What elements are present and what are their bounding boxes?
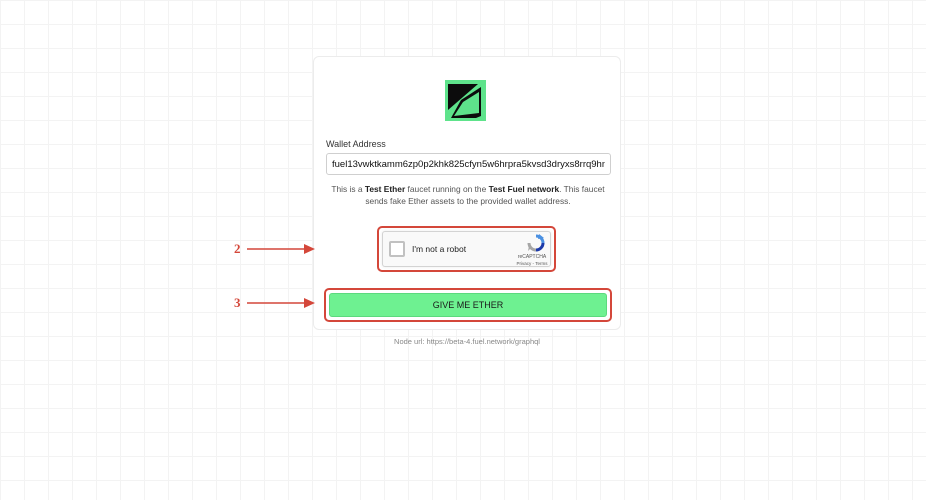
- recaptcha-icon: [527, 234, 545, 252]
- give-me-ether-button[interactable]: GIVE ME ETHER: [329, 293, 607, 317]
- desc-bold-1: Test Ether: [364, 184, 406, 194]
- recaptcha-links: [512, 261, 552, 266]
- annotation-arrow-2-icon: [246, 243, 316, 255]
- captcha-highlight: [377, 226, 556, 272]
- annotation-arrow-3-icon: [246, 297, 316, 309]
- wallet-address-input[interactable]: [326, 153, 611, 175]
- captcha-label: I'm not a robot: [412, 244, 467, 254]
- desc-text-2: faucet running on the: [405, 184, 489, 194]
- desc-bold-2: Test Fuel network: [488, 184, 560, 194]
- privacy-link[interactable]: Privacy: [516, 261, 532, 266]
- faucet-description: [328, 183, 608, 207]
- button-highlight: [324, 288, 612, 322]
- link-separator: -: [531, 261, 536, 266]
- captcha-checkbox[interactable]: [389, 241, 405, 257]
- fuel-logo-icon: [445, 80, 486, 121]
- annotation-step-2: 2: [234, 241, 241, 256]
- desc-text-1: This is a: [331, 184, 365, 194]
- desc-text-3: . This faucet sends fake Ether assets to the provided wallet address.: [365, 184, 605, 206]
- recaptcha-brand: reCAPTCHA: [517, 254, 547, 260]
- annotation-step-3: 3: [234, 295, 241, 310]
- terms-link[interactable]: Terms: [535, 261, 548, 266]
- wallet-address-label: Wallet Address: [326, 139, 386, 149]
- faucet-card: [313, 56, 621, 330]
- node-url-text: Node url: https://beta-4.fuel.network/graphql: [394, 337, 540, 346]
- recaptcha-widget: [382, 231, 551, 267]
